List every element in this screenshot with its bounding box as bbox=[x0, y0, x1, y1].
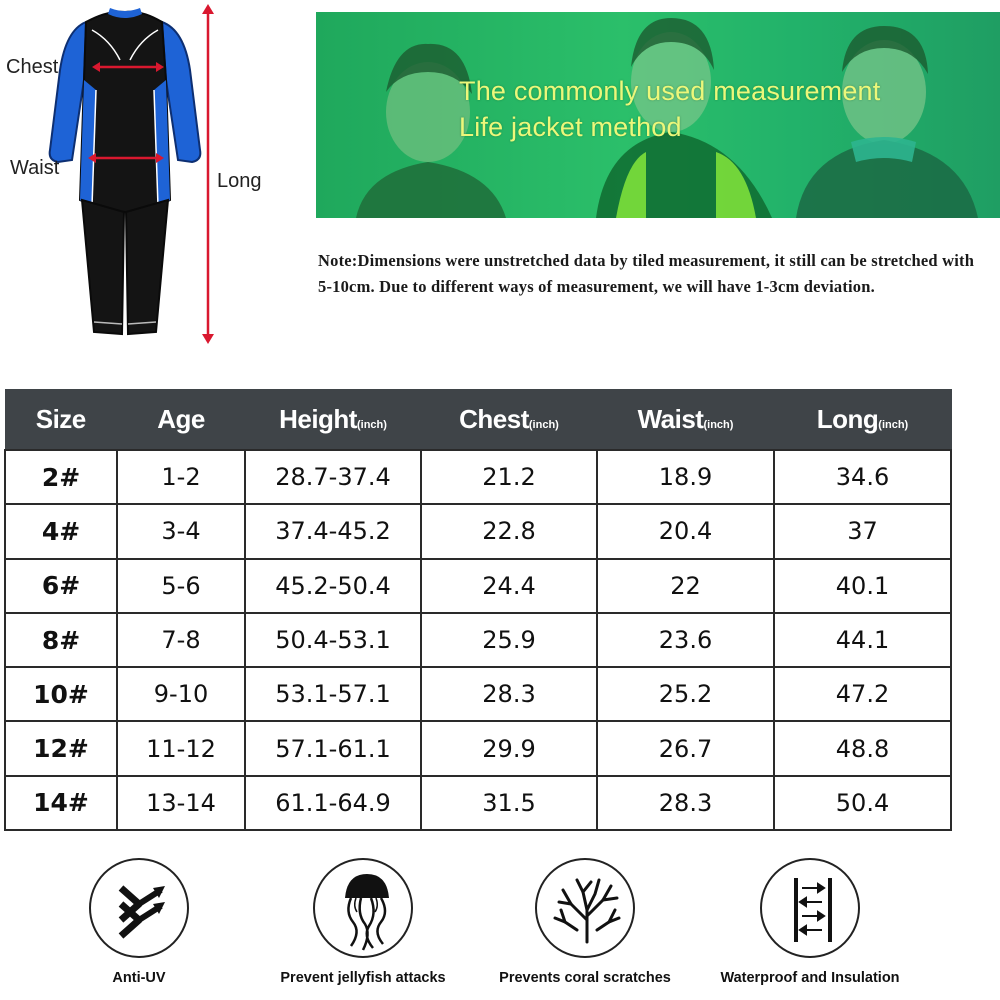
header-long-unit: (inch) bbox=[878, 418, 909, 431]
header-height: Height(inch) bbox=[245, 389, 421, 450]
feature-jellyfish bbox=[243, 858, 483, 986]
chest-cell: 25.9 bbox=[421, 613, 597, 667]
measurement-banner bbox=[316, 12, 1000, 218]
age-cell: 7-8 bbox=[117, 613, 245, 667]
age-cell: 11-12 bbox=[117, 721, 245, 775]
long-cell: 50.4 bbox=[774, 776, 951, 830]
banner-title-line1: The commonly used measurement bbox=[459, 76, 881, 106]
header-waist: Waist(inch) bbox=[597, 389, 774, 450]
feature-waterproof bbox=[690, 858, 930, 986]
feature-label: Anti-UV bbox=[112, 970, 166, 986]
table-row bbox=[5, 613, 951, 667]
feature-anti-uv bbox=[19, 858, 259, 986]
chest-cell: 21.2 bbox=[421, 450, 597, 504]
feature-label: Waterproof and Insulation bbox=[720, 970, 900, 986]
size-chart-table bbox=[4, 389, 952, 831]
feature-coral bbox=[465, 858, 705, 986]
waist-cell: 28.3 bbox=[597, 776, 774, 830]
height-cell: 50.4-53.1 bbox=[245, 613, 421, 667]
age-cell: 5-6 bbox=[117, 559, 245, 613]
waist-cell: 23.6 bbox=[597, 613, 774, 667]
header-chest-unit: (inch) bbox=[528, 418, 559, 431]
age-cell: 3-4 bbox=[117, 504, 245, 558]
chest-label: Chest bbox=[6, 56, 59, 78]
size-cell: 10# bbox=[5, 667, 117, 721]
header-chest: Chest(inch) bbox=[421, 389, 597, 450]
long-cell: 34.6 bbox=[774, 450, 951, 504]
height-cell: 37.4-45.2 bbox=[245, 504, 421, 558]
jellyfish-icon bbox=[313, 858, 413, 958]
chest-cell: 31.5 bbox=[421, 776, 597, 830]
table-row bbox=[5, 450, 951, 504]
long-cell: 37 bbox=[774, 504, 951, 558]
height-cell: 61.1-64.9 bbox=[245, 776, 421, 830]
table-row bbox=[5, 776, 951, 830]
size-cell: 2# bbox=[5, 450, 117, 504]
size-cell: 8# bbox=[5, 613, 117, 667]
feature-label: Prevent jellyfish attacks bbox=[280, 970, 446, 986]
chest-cell: 22.8 bbox=[421, 504, 597, 558]
age-cell: 13-14 bbox=[117, 776, 245, 830]
long-cell: 47.2 bbox=[774, 667, 951, 721]
size-cell: 6# bbox=[5, 559, 117, 613]
size-cell: 12# bbox=[5, 721, 117, 775]
banner-title-line2: Life jacket method bbox=[459, 112, 682, 142]
waist-cell: 18.9 bbox=[597, 450, 774, 504]
waist-label: Waist bbox=[10, 157, 60, 179]
long-cell: 48.8 bbox=[774, 721, 951, 775]
header-size: Size bbox=[5, 389, 117, 450]
wetsuit-diagram bbox=[0, 0, 300, 350]
table-header-row bbox=[5, 389, 951, 450]
anti-uv-arrows-icon bbox=[89, 858, 189, 958]
table-row bbox=[5, 667, 951, 721]
feature-label: Prevents coral scratches bbox=[499, 970, 671, 986]
size-cell: 4# bbox=[5, 504, 117, 558]
table-row bbox=[5, 721, 951, 775]
table-row bbox=[5, 559, 951, 613]
long-cell: 40.1 bbox=[774, 559, 951, 613]
waist-cell: 20.4 bbox=[597, 504, 774, 558]
waist-cell: 25.2 bbox=[597, 667, 774, 721]
long-label: Long bbox=[217, 170, 262, 192]
chest-cell: 24.4 bbox=[421, 559, 597, 613]
chest-cell: 28.3 bbox=[421, 667, 597, 721]
waist-cell: 22 bbox=[597, 559, 774, 613]
header-height-unit: (inch) bbox=[356, 418, 387, 431]
table-row bbox=[5, 504, 951, 558]
header-age: Age bbox=[117, 389, 245, 450]
size-cell: 14# bbox=[5, 776, 117, 830]
header-long: Long(inch) bbox=[774, 389, 951, 450]
chest-cell: 29.9 bbox=[421, 721, 597, 775]
height-cell: 45.2-50.4 bbox=[245, 559, 421, 613]
height-cell: 57.1-61.1 bbox=[245, 721, 421, 775]
long-cell: 44.1 bbox=[774, 613, 951, 667]
waist-cell: 26.7 bbox=[597, 721, 774, 775]
measurement-note: Note:Dimensions were unstretched data by tiled measurement, it still can be stretched with 5-10cm. Due to different ways of measurement, we will have 1-3cm deviation. bbox=[318, 251, 975, 296]
header-waist-unit: (inch) bbox=[703, 418, 734, 431]
waterproof-arrows-icon bbox=[760, 858, 860, 958]
age-cell: 9-10 bbox=[117, 667, 245, 721]
age-cell: 1-2 bbox=[117, 450, 245, 504]
height-cell: 28.7-37.4 bbox=[245, 450, 421, 504]
height-cell: 53.1-57.1 bbox=[245, 667, 421, 721]
coral-icon bbox=[535, 858, 635, 958]
